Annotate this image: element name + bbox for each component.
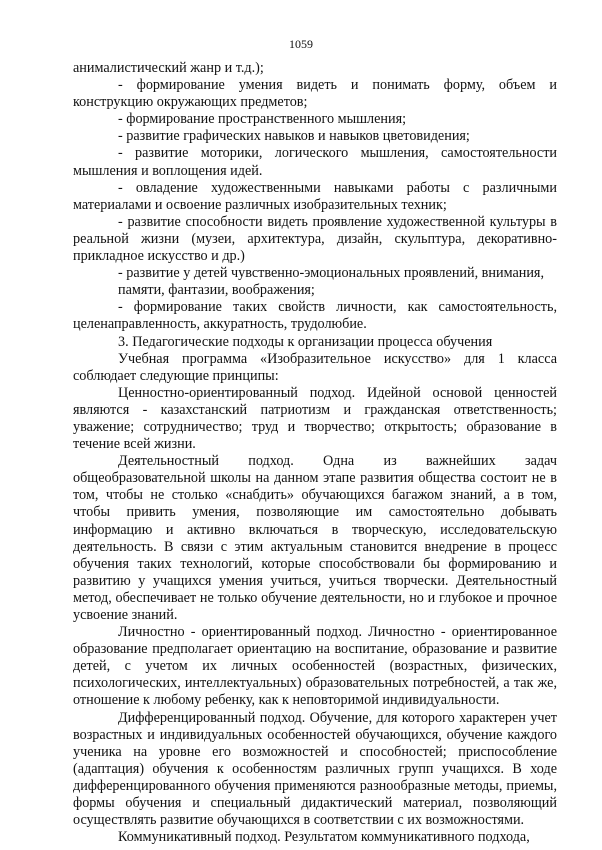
body-text [73, 60, 557, 846]
paragraph: Личностно - ориентированный подход. Личностно - ориентированное образование предполагает ориентацию на воспитание, образование и развитие детей, с учетом их личных особенностей (возрастных, физических, психологических, интеллектуальных) образовательных потребностей, а так же, отношение к любому ребенку, как к неповторимой индивидуальности. [73, 624, 557, 709]
list-item: - развитие моторики, логического мышления, самостоятельности мышления и воплощения идей. [73, 145, 557, 179]
list-item: - овладение художественными навыками работы с различными материалами и освоение различных изобразительных техник; [73, 179, 557, 213]
paragraph: Коммуникативный подход. Результатом коммуникативного подхода, [118, 829, 530, 846]
list-item: - развитие графических навыков и навыков цветовидения; [118, 128, 470, 145]
list-item: - формирование таких свойств личности, как самостоятельность, целенаправленность, аккуратность, трудолюбие. [73, 299, 557, 333]
list-item: - развитие способности видеть проявление художественной культуры в реальной жизни (музеи, архитектура, дизайн, скульптура, декоративно-прикладное искусство и др.) [73, 213, 557, 265]
list-item: 3. Педагогические подходы к организации процесса обучения [118, 333, 493, 350]
paragraph: Деятельностный подход. Одна из важнейших задач общеобразовательной школы на данном этапе развития общества состоит не в том, чтобы не столько «снабдить» обучающихся багажом знаний, а в том, чтобы привить умения, позволяющие им самостоятельно добывать информацию и активно включаться в творческую, исследовательскую деятельность. В связи с этим актуальным становится внедрение в процесс обучения таких технологий, которые способствовали бы формированию и развитию у учащихся умения учиться, учиться творчески. Деятельностный метод, обеспечивает не только обучение деятельности, но и глубокое и прочное усвоение знаний. [73, 453, 557, 623]
list-item: памяти, фантазии, воображения; [118, 282, 315, 299]
paragraph: Ценностно-ориентированный подход. Идейной основой ценностей являются - казахстанский патриотизм и гражданская ответственность; уважение; сотрудничество; труд и творчество; открытость; образование в течение всей жизни. [73, 384, 557, 453]
paragraph: анималистический жанр и т.д.); [73, 60, 264, 76]
list-item: - формирование умения видеть и понимать форму, объем и конструкцию окружающих предметов; [73, 77, 557, 111]
list-item: Учебная программа «Изобразительное искусство» для 1 класса соблюдает следующие принципы: [73, 350, 557, 384]
paragraph: Дифференцированный подход. Обучение, для которого характерен учет возрастных и индивидуальных особенностей обучающихся, обучение каждого ученика на уровне его возможностей и способностей; приспособление (адаптация) обучения к особенностям различных групп учащихся. В ходе дифференцированного обучения применяются разнообразные методы, приемы, формы обучения и специальный дидактический материал, позволяющий осуществлять развитие обучающихся в соответствии с их возможностями. [73, 709, 557, 829]
page-number: 1059 [289, 37, 313, 51]
list-item: - формирование пространственного мышления; [118, 111, 407, 128]
list-item: - развитие у детей чувственно-эмоциональных проявлений, внимания, [118, 265, 545, 282]
